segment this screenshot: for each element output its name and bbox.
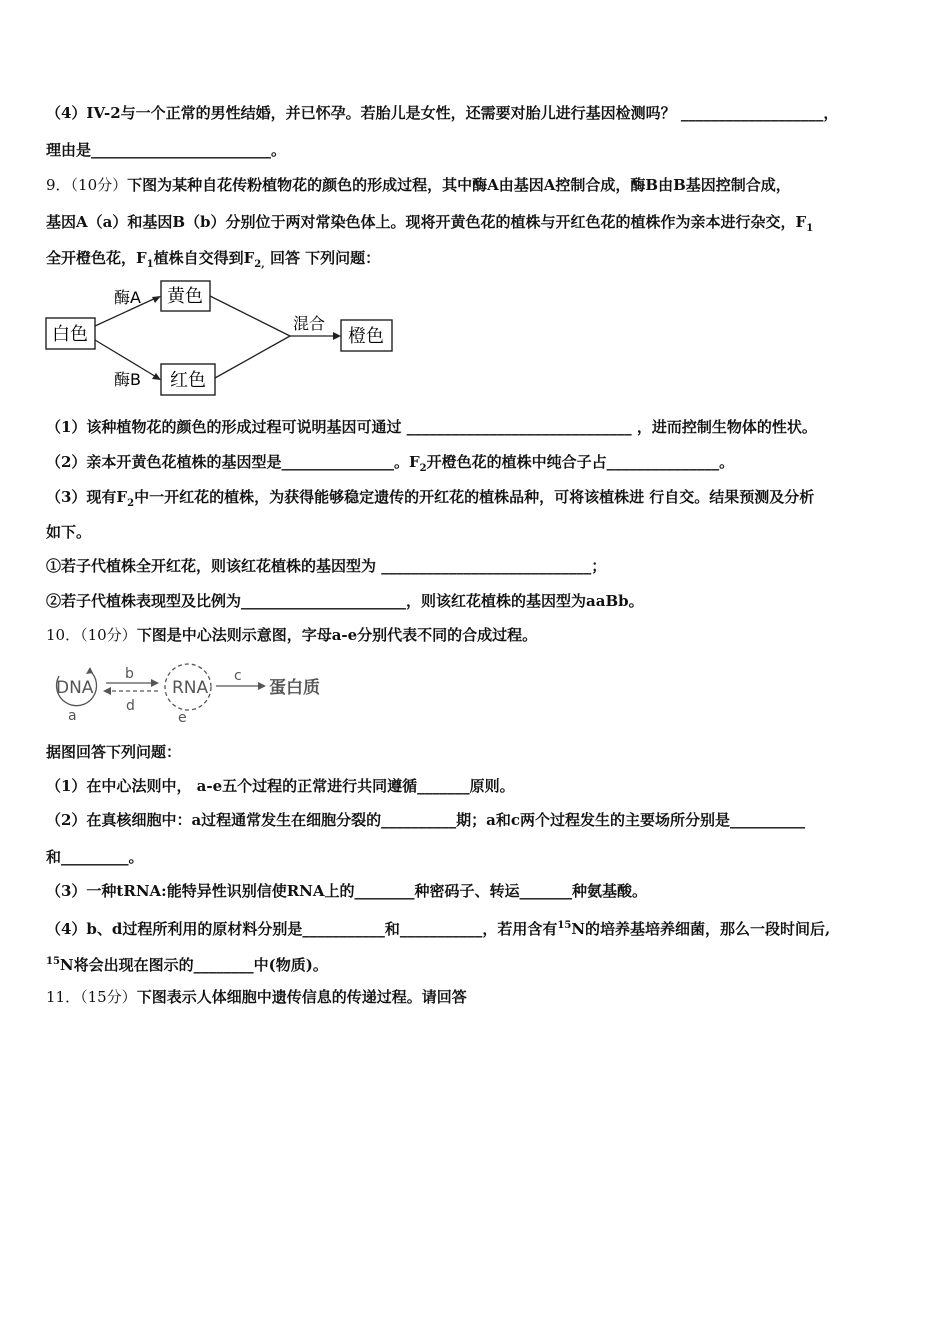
superscript: 15 — [557, 920, 572, 931]
flower-color-diagram — [40, 278, 400, 398]
q10-part3: （3）一种tRNA:能特异性识别信使RNA上的________种密码子、转运_______种氨基酸。 — [46, 882, 648, 900]
q9-text-c3: 回答 下列问题： — [264, 249, 381, 267]
line-red-merge — [215, 336, 290, 378]
arrowhead — [86, 667, 93, 674]
q10-read-prompt: 据图回答下列问题： — [46, 743, 182, 761]
q10-part1: （1）在中心法则中， a-e五个过程的正常进行共同遵循_______原则。 — [46, 777, 515, 795]
q9-part3 — [46, 487, 814, 514]
q9-text-c2: 植株自交得到F — [153, 249, 255, 267]
process-b-label: b — [125, 666, 134, 682]
q8-part4: （4）IV-2与一个正常的男性结婚，并已怀孕。若胎儿是女性，还需要对胎儿进行基因检测吗？ ___________________， — [46, 104, 839, 122]
arrowhead — [333, 332, 341, 340]
protein-label: 蛋白质 — [269, 678, 320, 698]
q11-number: 11．（15分） — [46, 988, 137, 1006]
q9-result2: ②若子代植株表现型及比例为______________________，则该红花植株的基因型为aaBb。 — [46, 592, 644, 610]
q9-part3-cont: 如下。 — [46, 523, 92, 541]
q10-part2: （2）在真核细胞中：a过程通常发生在细胞分裂的__________期；a和c两个过程发生的主要场所分别是__________ — [46, 811, 806, 829]
enzyme-b-label: 酶B — [114, 370, 141, 389]
q10-part2-cont: 和_________。 — [46, 848, 144, 866]
arrowhead — [152, 296, 161, 303]
q10-part4-b: N将会出现在图示的________中(物质)。 — [59, 956, 328, 974]
line-yellow-merge — [210, 296, 290, 336]
q10-number: 10．（10分） — [46, 626, 137, 644]
subscript: 2, — [254, 259, 265, 270]
subscript: 2 — [419, 463, 427, 474]
q9-result1: ①若子代植株全开红花，则该红花植株的基因型为 ____________________________； — [46, 557, 607, 575]
q9-text-b: 基因A（a）和基因B（b）分别位于两对常染色体上。现将开黄色花的植株与开红色花的植株作为亲本进行杂交，F — [46, 213, 807, 231]
rna-label: RNA — [172, 678, 209, 698]
q10-part4-cont — [46, 952, 328, 975]
arrowhead — [151, 679, 159, 687]
arrowhead — [103, 687, 111, 695]
q11-line1 — [46, 987, 467, 1007]
central-dogma-diagram — [46, 654, 346, 726]
process-d-label: d — [126, 698, 135, 714]
q9-part3-a2: 中一开红花的植株，为获得能够稳定遗传的开红花的植株品种，可将该植株进 行自交。结果预测及分析 — [134, 488, 815, 506]
q9-text-c1: 全开橙色花，F — [46, 249, 147, 267]
enzyme-a-label: 酶A — [114, 288, 141, 307]
process-a-label: a — [68, 708, 77, 724]
superscript: 15 — [46, 956, 60, 967]
q11-text-a: 下图表示人体细胞中遗传信息的传递过程。请回答 — [136, 988, 467, 1006]
arrowhead — [152, 373, 161, 380]
q10-part4-a2: N的培养基培养细菌，那么一段时间后, — [571, 920, 831, 938]
q9-part2 — [46, 452, 734, 479]
q9-number: 9．（10分） — [46, 176, 128, 194]
subscript: 2 — [127, 498, 135, 509]
q9-part3-a1: （3）现有F — [46, 488, 128, 506]
q9-part2-a: （2）亲本开黄色花植株的基因型是_______________。F — [46, 453, 420, 471]
q9-line3 — [46, 248, 380, 275]
q9-line2 — [46, 212, 813, 239]
q9-line1 — [46, 175, 791, 195]
q10-part4-a1: （4）b、d过程所利用的原材料分别是___________和___________，若用含有 — [46, 920, 558, 938]
arrowhead — [258, 682, 266, 690]
white-label: 白色 — [52, 324, 88, 345]
mix-label: 混合 — [293, 314, 326, 333]
q9-part1: （1）该种植物花的颜色的形成过程可说明基因可通过 ______________________________ ，进而控制生物体的性状。 — [46, 418, 817, 436]
red-label: 红色 — [170, 370, 206, 391]
process-e-label: e — [178, 710, 187, 726]
q9-text-a: 下图为某种自花传粉植物花的颜色的形成过程，其中酶A由基因A控制合成，酶B由B基因控制合成， — [127, 176, 791, 194]
q10-text-a: 下图是中心法则示意图，字母a-e分别代表不同的合成过程。 — [136, 626, 538, 644]
yellow-label: 黄色 — [167, 286, 203, 307]
subscript: 1 — [146, 259, 154, 270]
subscript: 1 — [806, 223, 814, 234]
q10-part4 — [46, 916, 830, 939]
dna-label: DNA — [56, 678, 94, 698]
q9-part2-b: 开橙色花的植株中纯合子占_______________。 — [426, 453, 735, 471]
q10-line1 — [46, 625, 537, 645]
q8-part4-reason: 理由是________________________。 — [46, 141, 287, 159]
process-c-label: c — [234, 668, 242, 684]
orange-label: 橙色 — [348, 326, 384, 347]
